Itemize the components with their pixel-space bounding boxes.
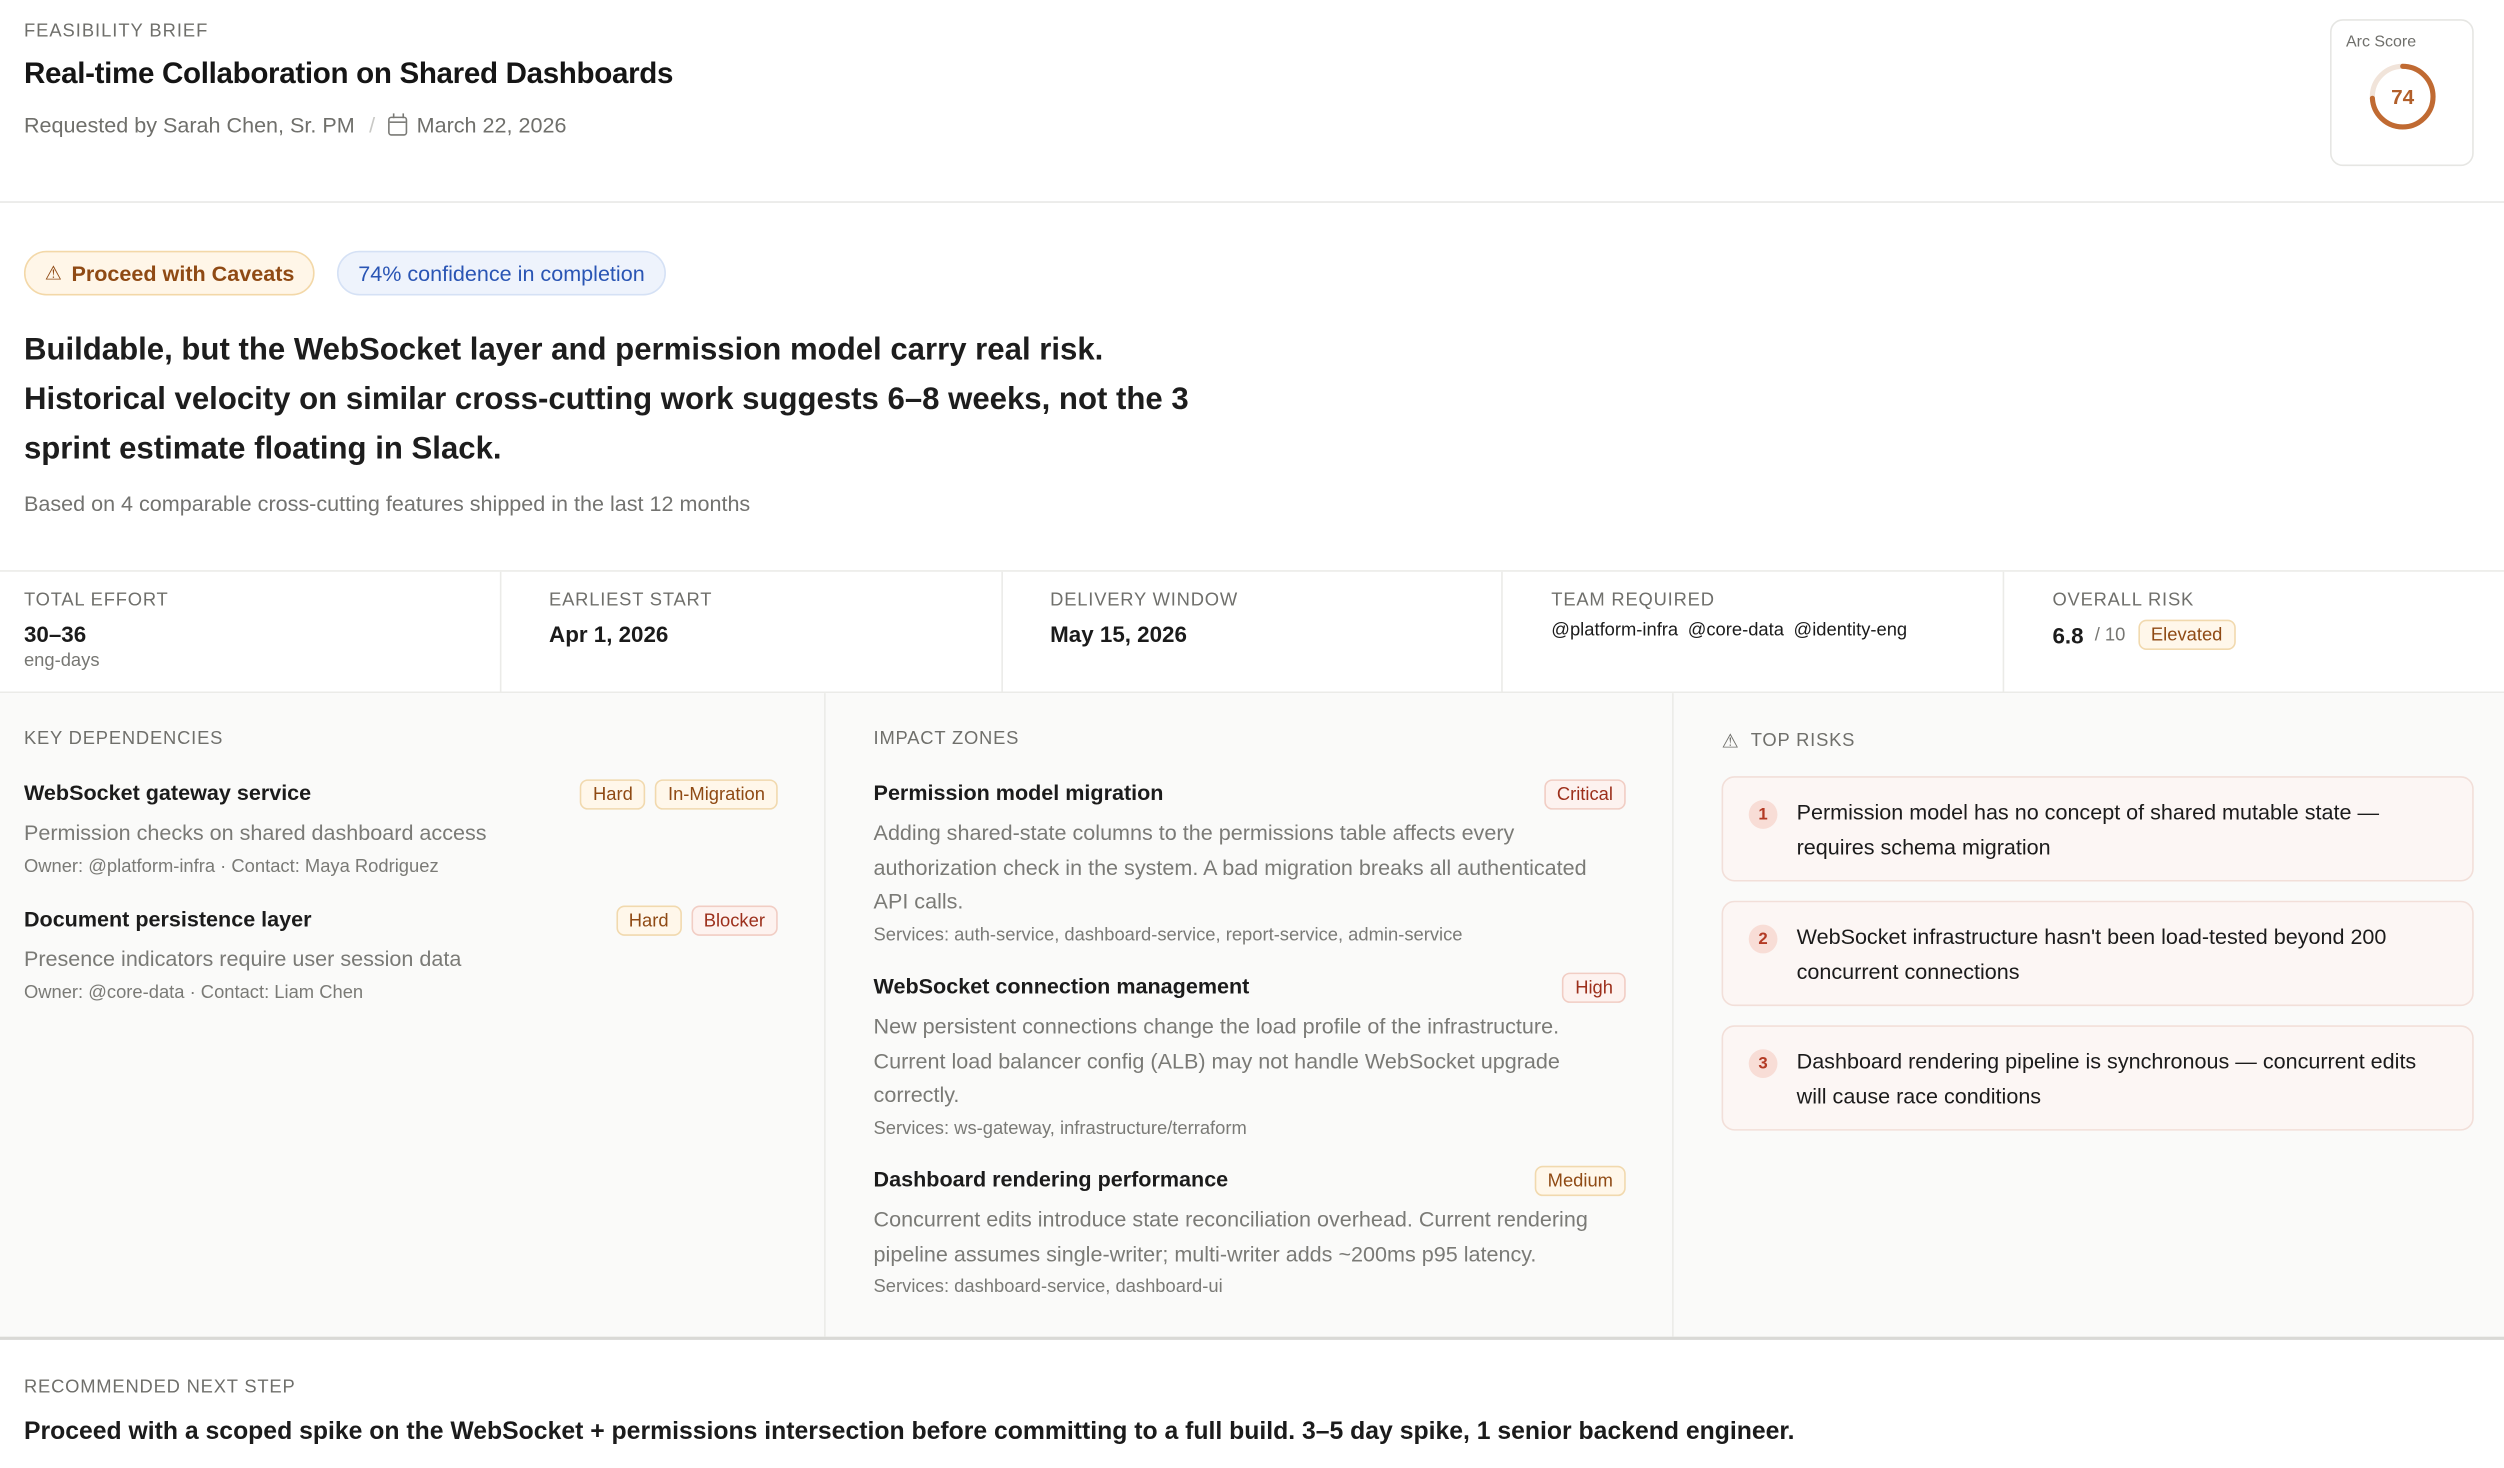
metric-delivery-window	[1002, 572, 1503, 692]
risk-score	[2052, 620, 2235, 650]
panel-title: IMPACT ZONES	[873, 729, 1020, 749]
requested-by: Requested by Sarah Chen, Sr. PM	[23, 113, 355, 138]
severity-badge: High	[1562, 973, 1625, 1003]
status-badge	[24, 251, 315, 296]
impact-zones-panel	[826, 693, 1674, 1337]
metric-unit: eng-days	[23, 651, 100, 671]
dependency-tag: Hard	[580, 779, 645, 809]
metric-label: TEAM REQUIRED	[1551, 590, 1715, 611]
panel-title: KEY DEPENDENCIES	[23, 729, 224, 749]
dependencies-panel	[0, 693, 826, 1337]
dependency-tag: In-Migration	[655, 779, 778, 809]
risk-index: 3	[1749, 1049, 1778, 1078]
team-handle[interactable]: @identity-eng	[1793, 621, 1908, 641]
dependency-name: WebSocket gateway service	[23, 780, 312, 805]
meta-separator: /	[369, 113, 376, 138]
metric-value: Apr 1, 2026	[549, 621, 669, 647]
verdict-basis: Based on 4 comparable cross-cutting features shipped in the last 12 months	[23, 491, 751, 516]
severity-badge: Critical	[1544, 779, 1626, 809]
impact-zone-item[interactable]	[874, 974, 1626, 1138]
brief-eyebrow: FEASIBILITY BRIEF	[23, 22, 209, 42]
status-label: Proceed with Caveats	[71, 261, 295, 286]
impact-zone-name: Dashboard rendering performance	[873, 1167, 1229, 1192]
dependency-tags	[580, 779, 777, 809]
dependency-description: Presence indicators require user session data	[23, 947, 462, 971]
metric-earliest-start	[501, 572, 1002, 692]
arc-score-label: Arc Score	[2345, 33, 2417, 52]
risk-card[interactable]	[1722, 901, 2474, 1006]
impact-zone-services: Services: auth-service, dashboard-service, report-service, admin-service	[873, 925, 1463, 945]
impact-zone-description: Concurrent edits introduce state reconciliation overhead. Current rendering pipeline assumes single-writer; multi-writer adds ~200ms p95 latency.	[873, 1207, 1588, 1266]
metric-label: OVERALL RISK	[2052, 590, 2195, 611]
confidence-badge: 74% confidence in completion	[337, 251, 665, 296]
page-title: Real-time Collaboration on Shared Dashboards	[23, 55, 674, 90]
risk-index: 1	[1749, 800, 1778, 829]
panel-title	[1722, 730, 1856, 752]
risk-index: 2	[1749, 925, 1778, 954]
risk-card[interactable]	[1722, 1025, 2474, 1130]
verdict-badges	[24, 251, 666, 296]
metric-label: TOTAL EFFORT	[23, 590, 169, 611]
team-handle[interactable]: @platform-infra	[1551, 621, 1679, 641]
metric-label: DELIVERY WINDOW	[1050, 590, 1239, 611]
verdict-section	[0, 203, 2504, 570]
risk-value: 6.8	[2052, 622, 2084, 648]
dependency-description: Permission checks on shared dashboard access	[23, 820, 487, 845]
metrics-strip	[0, 570, 2504, 693]
dependency-tags	[616, 905, 778, 935]
brief-header	[0, 0, 2504, 203]
dependency-owner: Owner: @platform-infra · Contact: Maya Rodriguez	[23, 857, 439, 877]
metric-overall-risk	[2005, 572, 2504, 692]
dependency-tag: Hard	[616, 905, 681, 935]
panel-title-label: TOP RISKS	[1750, 731, 1856, 751]
arc-score-value: 74	[2391, 84, 2415, 109]
metric-value: 30–36	[23, 621, 87, 647]
severity-badge: Medium	[1535, 1166, 1626, 1196]
next-step-label: RECOMMENDED NEXT STEP	[23, 1378, 296, 1398]
impact-zone-services: Services: dashboard-service, dashboard-ui	[873, 1277, 1223, 1297]
impact-zone-services: Services: ws-gateway, infrastructure/terraform	[873, 1118, 1247, 1138]
risk-card[interactable]	[1722, 776, 2474, 881]
warning-triangle-icon: ⚠	[1721, 729, 1740, 753]
brief-date: March 22, 2026	[416, 113, 567, 138]
verdict-headline: Buildable, but the WebSocket layer and permission model carry real risk. Historical velocity on similar cross-cutting work suggests 6–8 weeks, not the 3 sprint estimate floating in Slack.	[23, 332, 1189, 467]
analysis-panels	[0, 693, 2504, 1340]
dependency-item[interactable]	[24, 907, 778, 1003]
dependency-name: Document persistence layer	[23, 907, 312, 932]
metric-label: EARLIEST START	[549, 590, 713, 611]
warning-triangle-icon: ⚠	[44, 261, 62, 285]
impact-zone-item[interactable]	[874, 1167, 1626, 1296]
risk-text: Permission model has no concept of shared mutable state — requires schema migration	[1796, 800, 2380, 859]
risk-text: Dashboard rendering pipeline is synchronous — concurrent edits will cause race conditions	[1796, 1049, 2417, 1108]
risk-level-badge: Elevated	[2138, 620, 2235, 650]
dependency-owner: Owner: @core-data · Contact: Liam Chen	[23, 983, 364, 1003]
impact-zone-name: Permission model migration	[873, 780, 1164, 805]
impact-zone-description: New persistent connections change the load profile of the infrastructure. Current load balancer config (ALB) may not handle WebSocket upgrade correctly.	[873, 1014, 1560, 1107]
next-step-section	[0, 1340, 2504, 1466]
dependency-item[interactable]	[24, 781, 778, 877]
dependency-tag: Blocker	[691, 905, 778, 935]
metric-team-required	[1503, 572, 2004, 692]
team-list	[1551, 621, 1907, 640]
risk-denominator: / 10	[2094, 625, 2126, 645]
calendar-icon	[388, 116, 407, 135]
impact-zone-item[interactable]	[874, 781, 1626, 945]
top-risks-panel	[1674, 693, 2504, 1337]
impact-zone-description: Adding shared-state columns to the permissions table affects every authorization check in the system. A bad migration breaks all authenticated API calls.	[873, 820, 1587, 914]
metric-total-effort	[0, 572, 501, 692]
metric-value: May 15, 2026	[1050, 621, 1187, 647]
next-step-text: Proceed with a scoped spike on the WebSocket + permissions intersection before committing to a full build. 3–5 day spike, 1 senior backend engineer.	[23, 1418, 1795, 1446]
arc-score-card[interactable]	[2330, 19, 2474, 166]
team-handle[interactable]: @core-data	[1687, 621, 1784, 641]
risk-text: WebSocket infrastructure hasn't been load-tested beyond 200 concurrent connections	[1796, 924, 2387, 983]
brief-meta	[24, 113, 567, 137]
impact-zone-name: WebSocket connection management	[873, 974, 1250, 999]
